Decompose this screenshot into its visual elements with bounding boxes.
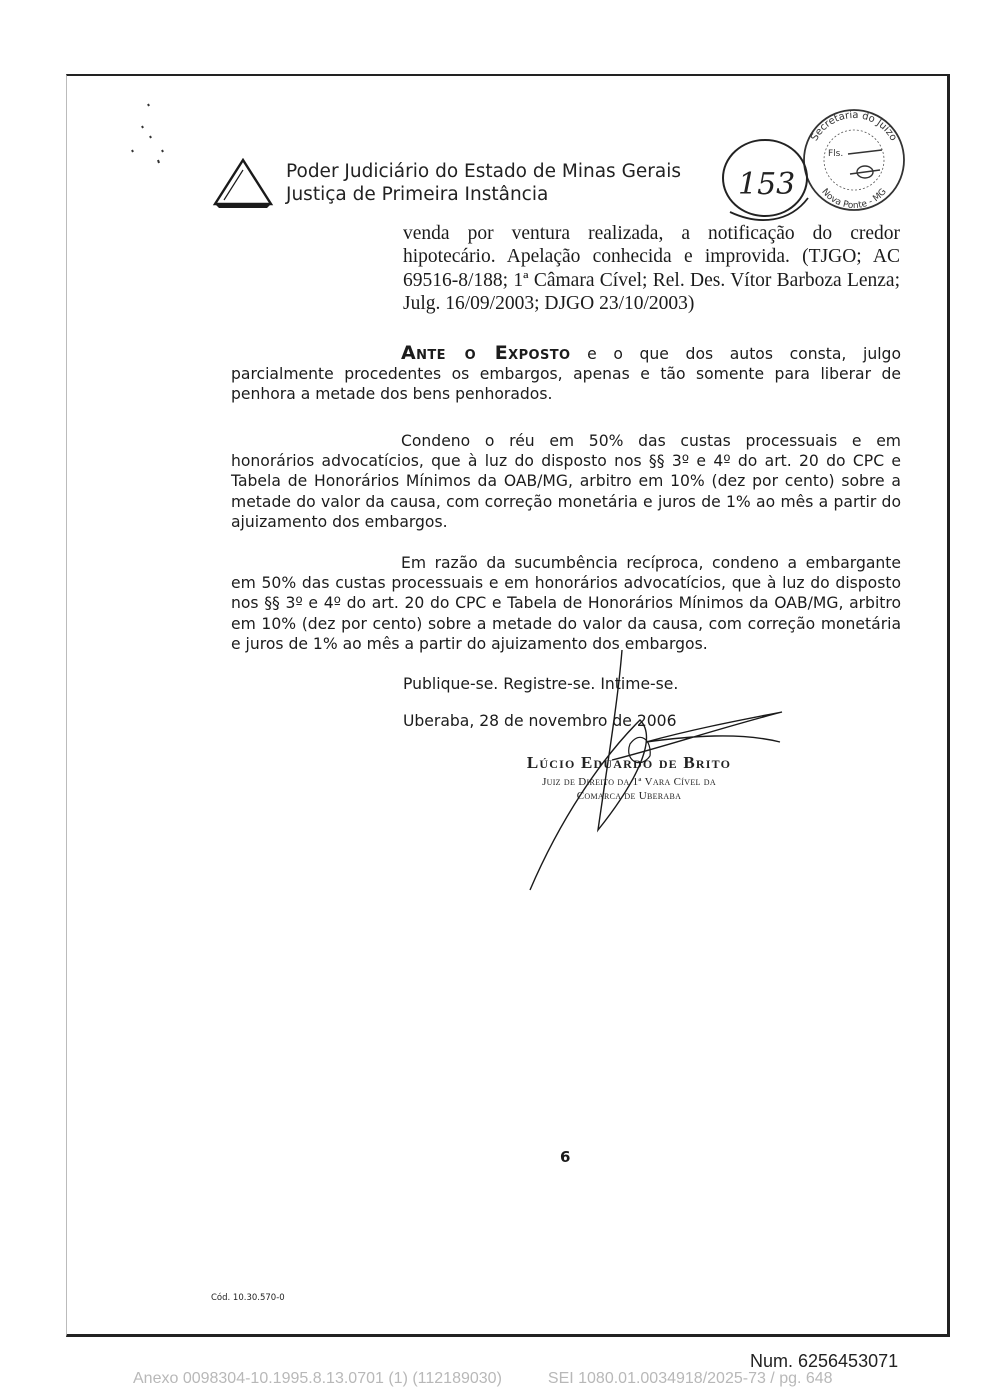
- judge-name: Lúcio Eduardo de Brito: [526, 753, 732, 772]
- ruling-text: e o que dos autos consta, julgo parcialmente procedentes os embargos, apenas e tão somente para liberar de penhora a metade dos bens penhorados.: [231, 345, 901, 404]
- stamp-bottom-text: Nova Ponte - MG: [819, 187, 889, 212]
- form-code: Cód. 10.30.570-0: [211, 1293, 285, 1303]
- footer-annex-reference: Anexo 0098304-10.1995.8.13.0701 (1) (112189030): [133, 1370, 502, 1387]
- footer-watermark: [133, 1370, 833, 1388]
- place-and-date: Uberaba, 28 de novembro de 2006: [403, 712, 677, 730]
- footer-sei-reference: SEI 1080.01.0034918/2025-73 / pg. 648: [547, 1370, 833, 1387]
- header-court-name: Poder Judiciário do Estado de Minas Gerais: [286, 161, 682, 182]
- header-instance: Justiça de Primeira Instância: [286, 184, 549, 205]
- judge-role-line-2: Comarca de Uberaba: [576, 790, 682, 802]
- paragraph-condemnation-defendant: Condeno o réu em 50% das custas processuais e em honorários advocatícios, que à luz do disposto nos §§ 3º e 4º do art. 20 do CPC e Tabela de Honorários Mínimos da OAB/MG, arbitro em 10% (dez por cento) sobre a metade do valor da causa, com correção monetária e juros de 1% ao mês a partir do ajuizamento dos embargos.: [231, 432, 901, 531]
- stamp-fls-label: Fls.: [828, 149, 844, 159]
- document-number: Num. 6256453071: [750, 1351, 899, 1371]
- ruling-lead-text: Ante o Exposto: [401, 342, 571, 364]
- case-law-citation: venda por ventura realizada, a notificação do credor hipotecário. Apelação conhecida e improvida. (TJGO; AC 69516-8/188; 1ª Câmara Cível; Rel. Des. Vítor Barboza Lenza; Julg. 16/09/2003; DJGO 23/10/2003): [403, 223, 900, 314]
- stamp-top-text: Secretaria do Juízo: [809, 109, 899, 143]
- judge-role-line-1: Juiz de Direito da 1ª Vara Cível da: [542, 776, 716, 788]
- handwritten-folio-number: 153: [738, 167, 796, 202]
- paragraph-reciprocal-loss: Em razão da sucumbência recíproca, condeno a embargante em 50% das custas processuais e em honorários advocatícios, que à luz do disposto nos §§ 3º e 4º do art. 20 do CPC e Tabela de Honorários Mínimos da OAB/MG, arbitro em 10% (dez por cento) sobre a metade do valor da causa, com correção monetária e juros de 1% ao mês a partir do ajuizamento dos embargos.: [231, 554, 901, 653]
- closing-formula: Publique-se. Registre-se. Intime-se.: [403, 675, 679, 693]
- page-number: 6: [560, 1148, 571, 1166]
